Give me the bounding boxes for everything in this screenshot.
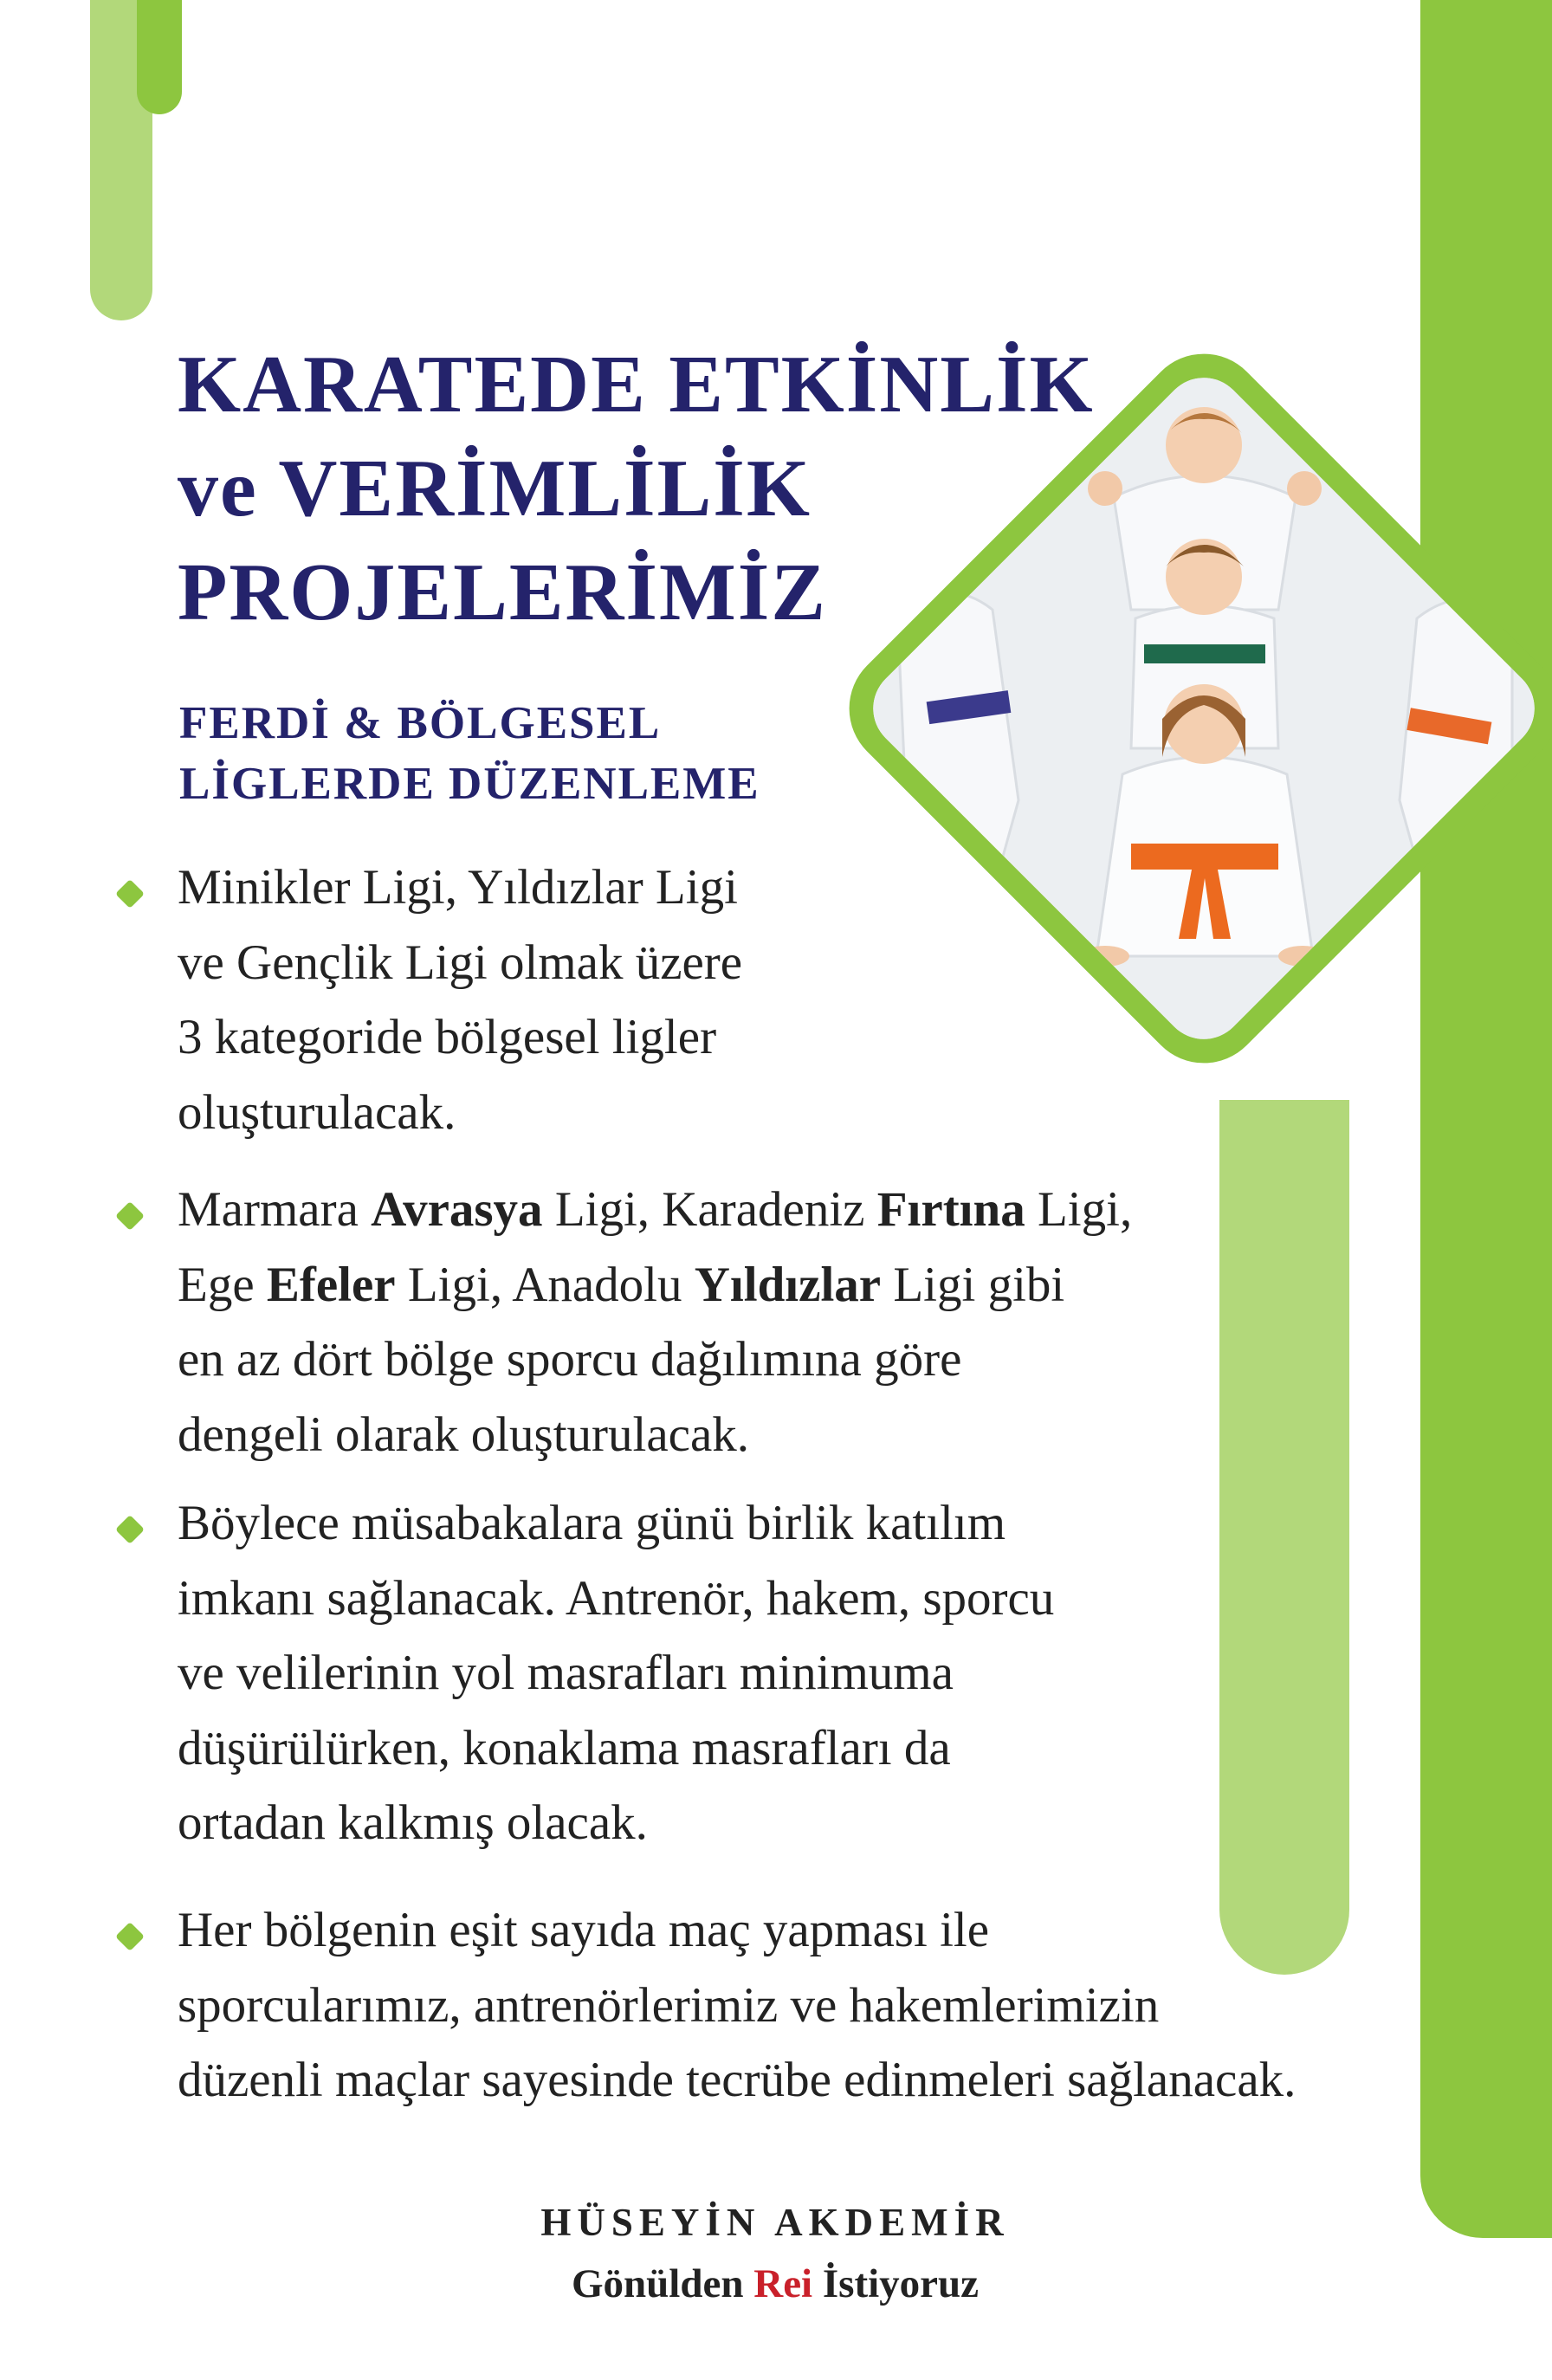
bullet-diamond-icon: [115, 1515, 145, 1544]
bullet-line: düzenli maçlar sayesinde tecrübe edinmeleri sağlanacak.: [178, 2053, 1297, 2107]
bullet-line: ve velilerinin yol masrafları minimuma: [178, 1646, 954, 1700]
bullet-line: sporcularımız, antrenörlerimiz ve hakemlerimizin: [178, 1977, 1160, 2033]
slogan-highlight: Rei: [753, 2261, 813, 2306]
bullet-line: oluşturulacak.: [178, 1084, 456, 1140]
bullet-line: ve Gençlik Ligi olmak üzere: [178, 935, 743, 990]
bullet-line: dengeli olarak oluşturulacak.: [178, 1407, 750, 1462]
bullet-line: en az dört bölge sporcu dağılımına göre: [178, 1332, 962, 1387]
league-name-firtina: Fırtına: [876, 1182, 1025, 1237]
author-name: HÜSEYİN AKDEMİR: [540, 2201, 1010, 2244]
bullet-diamond-icon: [115, 879, 145, 909]
page-title-line-2: ve VERİMLİLİK: [178, 443, 812, 534]
campaign-slogan: [0, 2260, 1550, 2307]
bullet-line: Minikler Ligi, Yıldızlar Ligi: [178, 860, 738, 915]
slogan-part-2: İstiyoruz: [812, 2261, 980, 2306]
subtitle-line-1: FERDİ & BÖLGESEL: [179, 698, 662, 748]
subtitle-line-2: LİGLERDE DÜZENLEME: [179, 759, 760, 809]
bullet-text: [178, 850, 742, 1150]
bullet-line: ortadan kalkmış olacak.: [178, 1795, 648, 1850]
bullet-diamond-icon: [115, 1201, 145, 1231]
page-title-line-1: KARATEDE ETKİNLİK: [178, 340, 1095, 430]
page-title-line-3: PROJELERİMİZ: [178, 547, 827, 637]
decorative-bar-left-dark: [137, 0, 182, 114]
decorative-bar-right-light: [1219, 1100, 1349, 1975]
bullet-line: imkanı sağlanacak. Antrenör, hakem, sporcu: [178, 1570, 1055, 1626]
bullet-line: Marmara Avrasya Ligi, Karadeniz Fırtına Ligi,: [178, 1182, 1133, 1237]
bullet-line: Böylece müsabakalara günü birlik katılım: [178, 1496, 1006, 1550]
section-subtitle: [179, 693, 760, 814]
decorative-bar-right-dark: [1420, 0, 1552, 2238]
bullet-diamond-icon: [115, 1922, 145, 1951]
bullet-line: Her bölgenin eşit sayıda maç yapması ile: [178, 1903, 990, 1957]
bullet-line: düşürülürken, konaklama masrafları da: [178, 1720, 951, 1775]
slogan-part-1: Gönülden: [571, 2261, 754, 2306]
league-name-efeler: Efeler: [266, 1257, 396, 1312]
league-name-avrasya: Avrasya: [371, 1182, 543, 1237]
bullet-line: 3 kategoride bölgesel ligler: [178, 1010, 717, 1064]
bullet-text: [178, 1893, 1296, 2118]
league-name-yildizlar: Yıldızlar: [694, 1257, 882, 1312]
bullet-text: [178, 1486, 1054, 1861]
bullet-line: Ege Efeler Ligi, Anadolu Yıldızlar Ligi gibi: [178, 1257, 1065, 1312]
page-title: [178, 333, 1303, 644]
bullet-text: [178, 1173, 1132, 1472]
